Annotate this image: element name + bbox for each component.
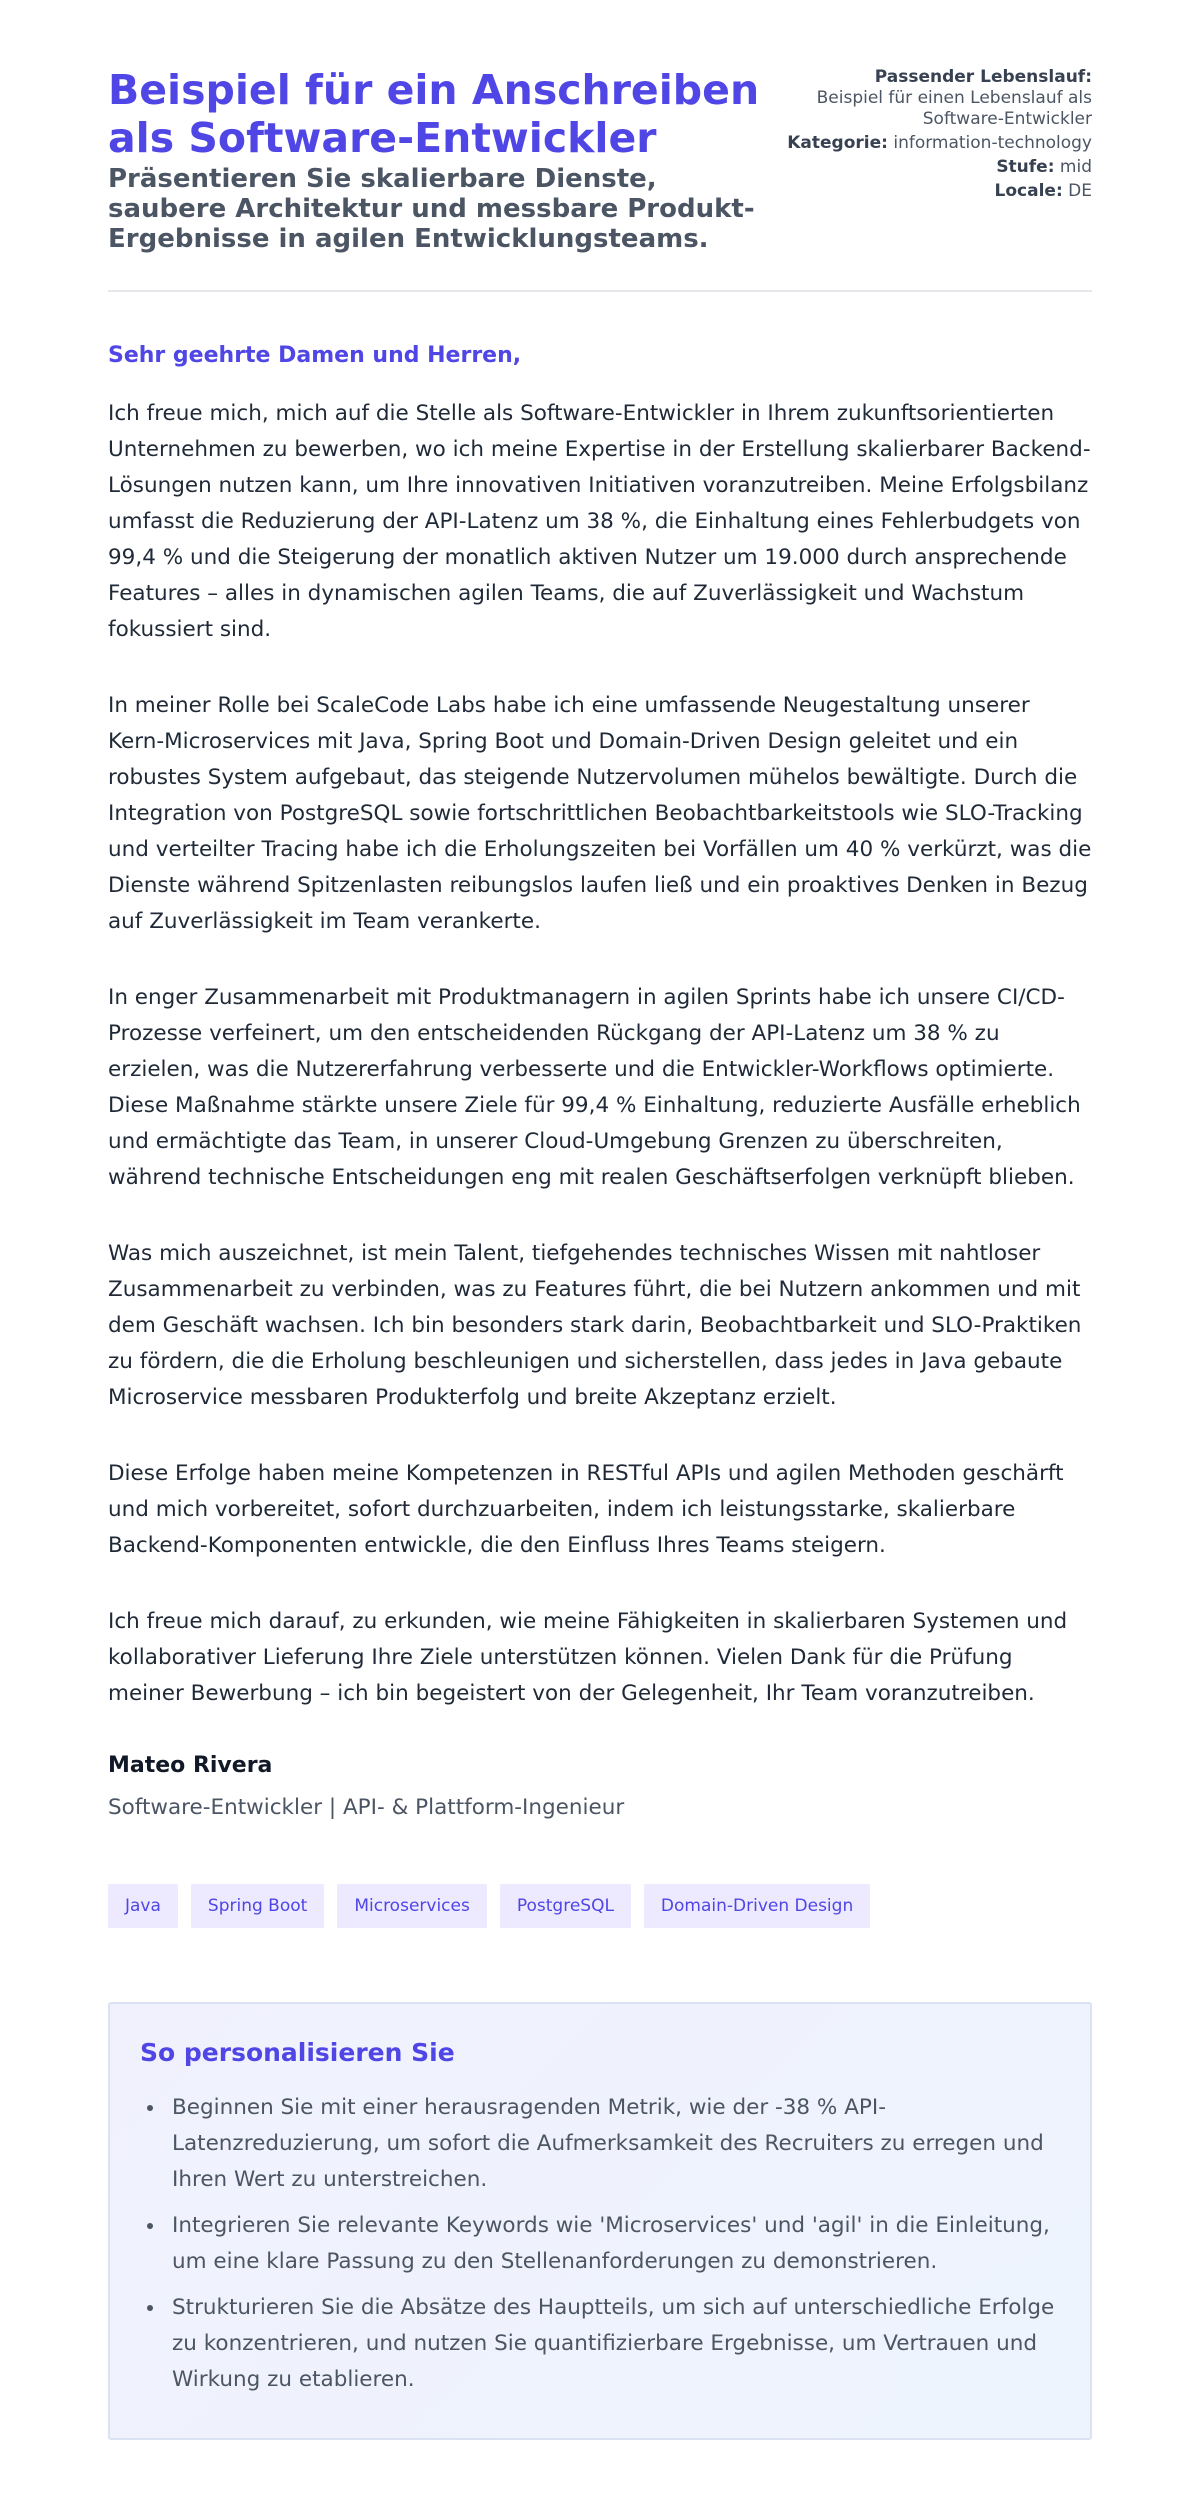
tips-list (140, 2090, 1060, 2398)
letter-paragraph: Diese Erfolge haben meine Kompetenzen in RESTful APIs und agilen Methoden geschärft und mich vorbereitet, sofort durchzuarbeiten, indem ich leistungsstarke, skalierbare Backend-Komponenten entwickle, die den Einfluss Ihres Teams steigern. (108, 1461, 1064, 1558)
meta-category (777, 133, 1092, 154)
signature-title: Software-Entwickler | API- & Plattform-Ingenieur (108, 1795, 625, 1820)
skill-tag-microservices: Microservices (337, 1884, 487, 1928)
tips-item: • Beginnen Sie mit einer herausragenden Metrik, wie der -38 % API-Latenzreduzierung, um sofort die Aufmerksamkeit des Recruiters zu erregen und Ihren Wert zu unterstreichen. (166, 2090, 1060, 2198)
letter-paragraph: Ich freue mich darauf, zu erkunden, wie meine Fähigkeiten in skalierbaren Systemen und kollaborativer Lieferung Ihre Ziele unterstützen können. Vielen Dank für die Prüfung meiner Bewerbung – ich bin begeistert von der Gelegenheit, Ihr Team voranzutreiben. (108, 1609, 1068, 1706)
meta-resume (777, 67, 1092, 130)
tips-item: • Strukturieren Sie die Absätze des Hauptteils, um sich auf unterschiedliche Erfolge zu konzentrieren, und nutzen Sie quantifizierbare Ergebnisse, um Vertrauen und Wirkung zu etablieren. (166, 2290, 1060, 2398)
tips-item: • Integrieren Sie relevante Keywords wie 'Microservices' und 'agil' in die Einleitung, um eine klare Passung zu den Stellenanforderungen zu demonstrieren. (166, 2208, 1060, 2280)
letter-paragraph: In enger Zusammenarbeit mit Produktmanagern in agilen Sprints habe ich unsere CI/CD-Prozesse verfeinert, um den entscheidenden Rückgang der API-Latenz um 38 % zu erzielen, was die Nutzererfahrung verbesserte und die Entwickler-Workflows optimierte. Diese Maßnahme stärkte unsere Ziele für 99,4 % Einhaltung, reduzierte Ausfälle erheblich und ermächtigte das Team, in unserer Cloud-Umgebung Grenzen zu überschreiten, während technische Entscheidungen eng mit realen Geschäftserfolgen verknüpft blieben. (108, 985, 1081, 1190)
meta-resume-label: Passender Lebenslauf: (874, 67, 1092, 87)
letter-paragraph: Was mich auszeichnet, ist mein Talent, tiefgehendes technisches Wissen mit nahtloser Zusammenarbeit zu verbinden, was zu Features führt, die bei Nutzern ankommen und mit dem Geschäft wachsen. Ich bin besonders stark darin, Beobachtbarkeit und SLO-Praktiken zu fördern, die die Erholung beschleunigen und sicherstellen, dass jedes in Java gebaute Microservice messbaren Produkterfolg und breite Akzeptanz erzielt. (108, 1241, 1082, 1410)
header-titles (108, 66, 777, 254)
skill-tag-postgresql: PostgreSQL (500, 1884, 631, 1928)
skill-tags (108, 1884, 1092, 1928)
meta-locale (777, 181, 1092, 202)
skill-tag-spring-boot: Spring Boot (191, 1884, 324, 1928)
skill-tag-domain-driven-design: Domain-Driven Design (644, 1884, 870, 1928)
header-divider (108, 290, 1092, 292)
meta-locale-value: DE (1068, 181, 1092, 201)
meta-locale-label: Locale: (994, 181, 1063, 201)
meta-category-value: information-technology (893, 133, 1092, 153)
meta-level (777, 157, 1092, 178)
letter-paragraph: Ich freue mich, mich auf die Stelle als Software-Entwickler in Ihrem zukunftsorientierten Unternehmen zu bewerben, wo ich meine Expertise in der Erstellung skalierbarer Backend-Lösungen nutzen kann, um Ihre innovativen Initiativen voranzutreiben. Meine Erfolgsbilanz umfasst die Reduzierung der API-Latenz um 38 %, die Einhaltung eines Fehlerbudgets von 99,4 % und die Steigerung der monatlich aktiven Nutzer um 19.000 durch ansprechende Features – alles in dynamischen agilen Teams, die auf Zuverlässigkeit und Wachstum fokussiert sind. (108, 401, 1091, 642)
letter-paragraph: In meiner Rolle bei ScaleCode Labs habe ich eine umfassende Neugestaltung unserer Kern-Microservices mit Java, Spring Boot und Domain-Driven Design geleitet und ein robustes System aufgebaut, das steigende Nutzervolumen mühelos bewältigte. Durch die Integration von PostgreSQL sowie fortschrittlichen Beobachtbarkeitstools wie SLO-Tracking und verteilter Tracing habe ich die Erholungszeiten bei Vorfällen um 40 % verkürzt, was die Dienste während Spitzenlasten reibungslos laufen ließ und ein proaktives Denken in Bezug auf Zuverlässigkeit im Team verankerte. (108, 693, 1092, 934)
personalization-tips (108, 2002, 1092, 2440)
meta-level-label: Stufe: (996, 157, 1055, 177)
meta-category-label: Kategorie: (787, 133, 888, 153)
skill-tag-java: Java (108, 1884, 178, 1928)
page-subtitle: Präsentieren Sie skalierbare Dienste, saubere Architektur und messbare Produkt-Ergebnisse in agilen Entwicklungsteams. (108, 164, 755, 254)
page-header (108, 66, 1092, 254)
salutation: Sehr geehrte Damen und Herren, (108, 343, 522, 368)
signature-name: Mateo Rivera (108, 1753, 273, 1778)
meta-resume-value[interactable]: Beispiel für einen Lebenslauf als Software-Entwickler (816, 88, 1092, 129)
meta-level-value: mid (1059, 157, 1092, 177)
meta-panel (777, 67, 1092, 205)
tips-title: So personalisieren Sie (140, 2038, 455, 2067)
letter-body (108, 396, 1092, 1712)
page-title: Beispiel für ein Anschreiben als Software-Entwickler (108, 66, 760, 162)
signature-block (108, 1752, 1092, 1822)
